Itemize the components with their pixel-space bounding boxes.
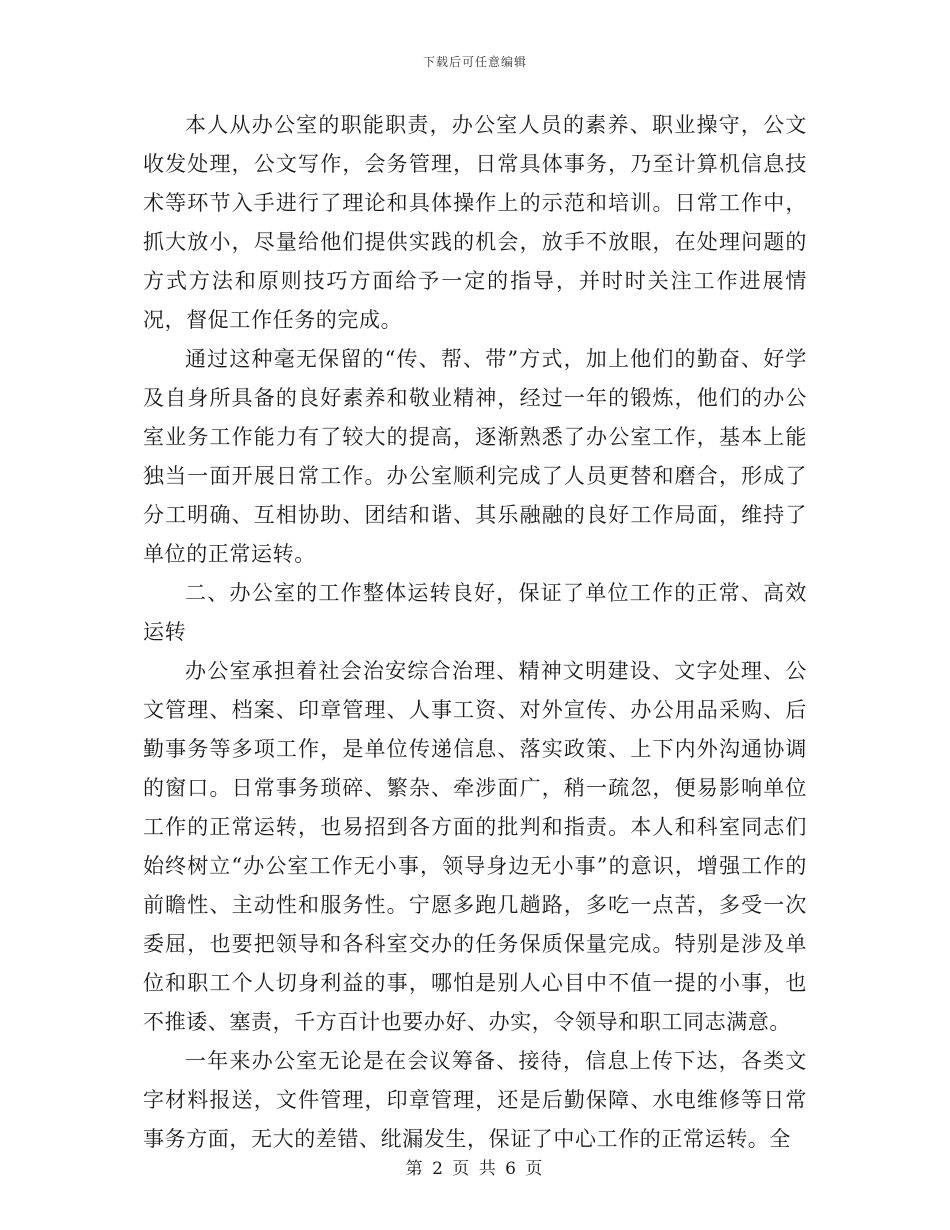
paragraph-4: 一年来办公室无论是在会议筹备、接待，信息上传下达，各类文字材料报送，文件管理，印章管理，还是后勤保障、水电维修等日常事务方面，无大的差错、纰漏发生，保证了中心工作的正常运转。全 (143, 1049, 807, 1151)
paragraph-3: 办公室承担着社会治安综合治理、精神文明建设、文字处理、公文管理、档案、印章管理、人事工资、对外宣传、办公用品采购、后勤事务等多项工作，是单位传递信息、落实政策、上下内外沟通协调的窗口。日常事务琐碎、繁杂、牵涉面广，稍一疏忽，便易影响单位工作的正常运转，也易招到各方面的批判和指责。本人和科室同志们始终树立“办公室工作无小事，领导身边无小事”的意识，增强工作的前瞻性、主动性和服务性。宁愿多跑几趟路，多吃一点苦，多受一次委屈，也要把领导和各科室交办的任务保质保量完成。特别是涉及单位和职工个人切身利益的事，哪怕是别人心目中不值一提的小事，也不推诿、塞责，千方百计也要办好、办实，令领导和职工同志满意。 (143, 659, 807, 1034)
document-body (143, 106, 807, 1159)
paragraph-2: 通过这种毫无保留的“传、帮、带”方式，加上他们的勤奋、好学及自身所具备的良好素养和敬业精神，经过一年的锻炼，他们的办公室业务工作能力有了较大的提高，逐渐熟悉了办公室工作，基本上能独当一面开展日常工作。办公室顺利完成了人员更替和磨合，形成了分工明确、互相协助、团结和谐、其乐融融的良好工作局面，维持了单位的正常运转。 (143, 347, 807, 566)
page-number-label: 第 2 页 共 6 页 (405, 1159, 545, 1179)
page-header-note: 下载后可任意编辑 (422, 55, 527, 69)
section-heading: 二、办公室的工作整体运转良好，保证了单位工作的正常、高效运转 (143, 581, 807, 644)
paragraph-1: 本人从办公室的职能职责，办公室人员的素养、职业操守，公文收发处理，公文写作，会务管理，日常具体事务，乃至计算机信息技术等环节入手进行了理论和具体操作上的示范和培训。日常工作中，抓大放小，尽量给他们提供实践的机会，放手不放眼，在处理问题的方式方法和原则技巧方面给予一定的指导，并时时关注工作进展情况，督促工作任务的完成。 (143, 113, 807, 332)
page-number-footer (0, 1154, 950, 1179)
